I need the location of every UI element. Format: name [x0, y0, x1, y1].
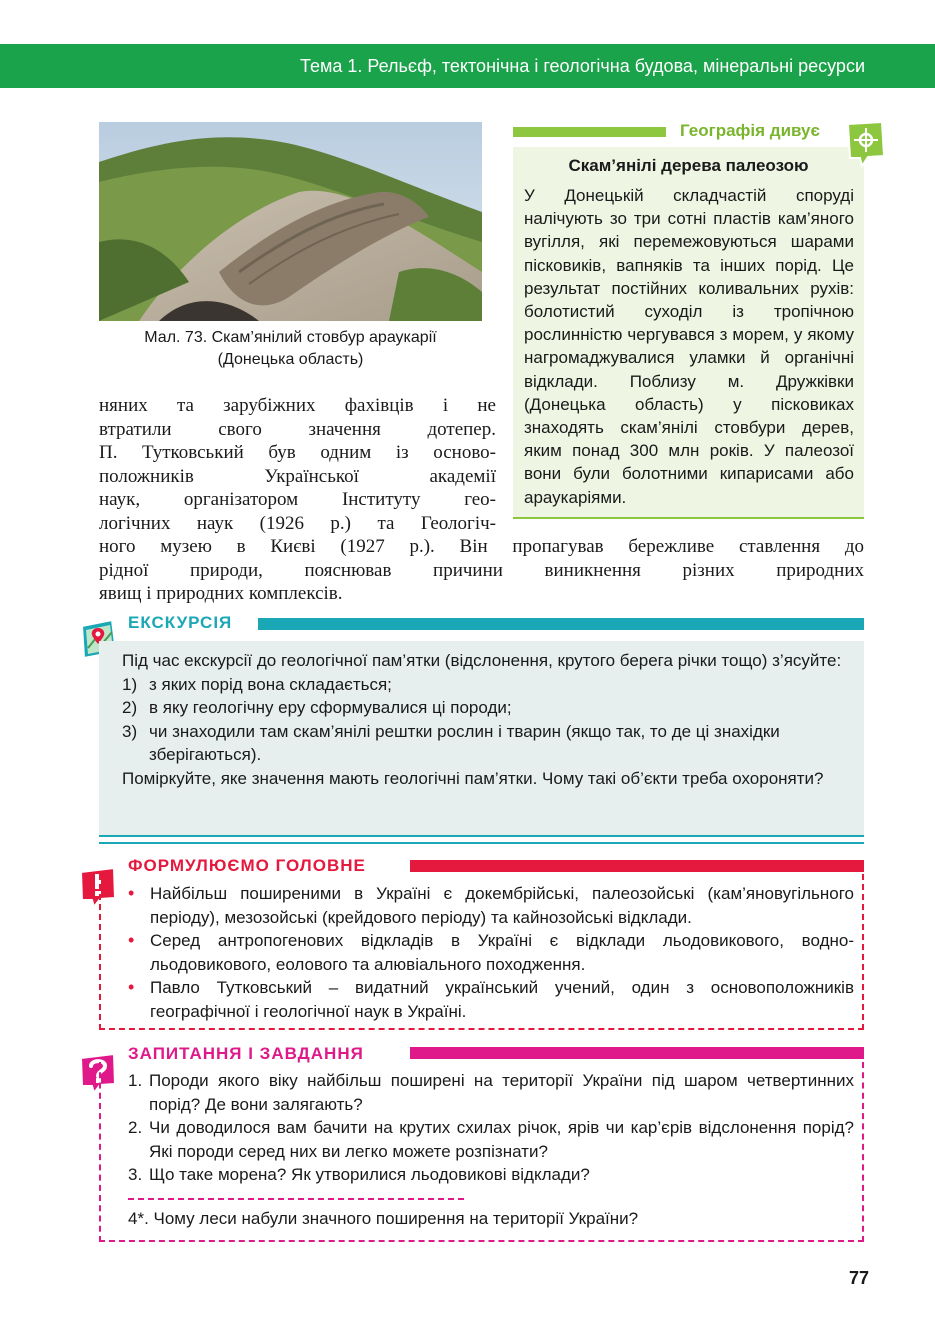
main-text-line: П. Тутковський був одним із осново- — [99, 442, 496, 464]
caption-line-2: (Донецька область) — [217, 351, 364, 368]
main-text-wide — [99, 535, 864, 606]
question-number: 2. — [128, 1118, 143, 1137]
list-item — [122, 720, 844, 767]
summary-bullet-text: Павло Тутковський – видатний український учений, один з основоположників географічної і геологічної наук в Україні. — [150, 978, 854, 1021]
questions-list — [128, 1069, 854, 1187]
summary-bullet — [128, 976, 854, 1023]
list-item-number: 1) — [122, 674, 138, 694]
bullet-icon: • — [128, 883, 135, 903]
question-number: 3. — [128, 1165, 143, 1184]
geography-box-text: У Донецькій складчастій споруді налічують зо три сотні пластів кам’яного вугілля, які перемежовуються шарами пісковиків, вапняків та інших порід. Це результат постійних коливальних рухів: болотистий суходіл із тропічною рослинністю чергувався з морем, у якому нагромаджувалися уламки й органічні відклади. Поблизу м. Дружківки (Донецька область) у пісковиках знаходять скам’янілі стовбури дерев, яким понад 300 млн років. У палеозої вони були болотними кипарисами або араукаріями. — [524, 186, 854, 507]
questions-label: ЗАПИТАННЯ І ЗАВДАННЯ — [128, 1044, 364, 1063]
excursion-outro: Поміркуйте, яке значення мають геологічні пам’ятки. Чому такі об’єкти треба охороняти? — [122, 768, 824, 788]
list-item-text: з яких порід вона складається; — [149, 674, 392, 694]
summary-bullet-text: Найбільш поширеними в Україні є докембрійські, палеозойські (кам’яновугільного періоду), мезозойські (крейдового періоду) та кайнозойські відклади. — [150, 884, 854, 927]
summary-bullet — [128, 882, 854, 929]
main-text-line: логічних наук (1926 р.) та Геологіч- — [99, 512, 496, 534]
summary-label: ФОРМУЛЮЄМО ГОЛОВНЕ — [128, 856, 366, 875]
main-text-line: ного музею в Києві (1927 р.). Він пропагував бережливе ставлення до — [99, 536, 864, 557]
summary-bullet — [128, 929, 854, 976]
question-text: Що таке морена? Як утворилися льодовикові відклади? — [149, 1165, 590, 1184]
geography-label: Географія дивує — [680, 121, 820, 140]
bullet-icon: • — [128, 977, 135, 997]
question-number: 1. — [128, 1071, 143, 1090]
main-text-line: няних та зарубіжних фахівців і не — [99, 395, 496, 416]
main-text-line: явищ і природних комплексів. — [99, 583, 343, 605]
excursion-header-bar — [258, 618, 864, 630]
list-item-text: в яку геологічну еру сформувалися ці породи; — [149, 698, 512, 717]
list-item — [122, 696, 844, 720]
chapter-title: Тема 1. Рельєф, тектонічна і геологічна будова, мінеральні ресурси — [299, 56, 865, 76]
geography-header-bar — [513, 127, 666, 137]
geography-box-title: Скам’янілі дерева палеозою — [568, 156, 809, 175]
excursion-label: ЕКСКУРСІЯ — [128, 613, 233, 632]
caption-line-1: Мал. 73. Скам’янілий стовбур араукарії — [144, 329, 437, 346]
question-extra: 4*. Чому леси набули значного поширення на території України? — [128, 1209, 639, 1228]
figure-caption — [99, 327, 482, 371]
list-item-number: 3) — [122, 721, 138, 741]
main-text-line: рідної природи, пояснював причини виникнення різних природних — [99, 559, 864, 581]
main-text-narrow — [99, 394, 496, 536]
list-item — [122, 673, 844, 697]
excursion-text — [122, 649, 844, 790]
question-item — [128, 1116, 854, 1163]
questions-separator — [128, 1198, 464, 1200]
main-text-line: наук, організатором Інституту гео- — [99, 489, 496, 511]
excursion-divider — [99, 842, 864, 844]
petrified-trunk-photo — [99, 122, 482, 321]
question-item — [128, 1163, 854, 1187]
main-text-line: положників Української академії — [99, 465, 496, 487]
summary-header-bar — [410, 860, 864, 872]
page-number: 77 — [848, 1268, 869, 1288]
question-text: Породи якого віку найбільш поширені на території України під шаром четвертинних порід? Де вони залягають? — [149, 1071, 854, 1114]
question-text: Чи доводилося вам бачити на крутих схилах річок, ярів чи кар’єрів відслонення порід? Які породи серед них ви легко можете розпізнати? — [149, 1118, 854, 1161]
excursion-intro: Під час екскурсії до геологічної пам’ятки (відслонення, крутого берега річки тощо) з’ясуйте: — [122, 651, 842, 670]
list-item-number: 2) — [122, 698, 138, 717]
question-item — [128, 1069, 854, 1116]
summary-bullet-text: Серед антропогенових відкладів в Україні є відклади льодовикового, водно-льодовикового, еолового та алювіального походження. — [150, 931, 854, 974]
list-item-text: чи знаходили там скам’янілі рештки рослин і тварин (якщо так, то де ці знахідки зберігаються). — [149, 721, 780, 764]
main-text-line: втратили свого значення дотепер. — [99, 418, 496, 440]
bullet-icon: • — [128, 930, 135, 950]
summary-list — [128, 882, 854, 1023]
questions-header-bar — [410, 1047, 864, 1059]
